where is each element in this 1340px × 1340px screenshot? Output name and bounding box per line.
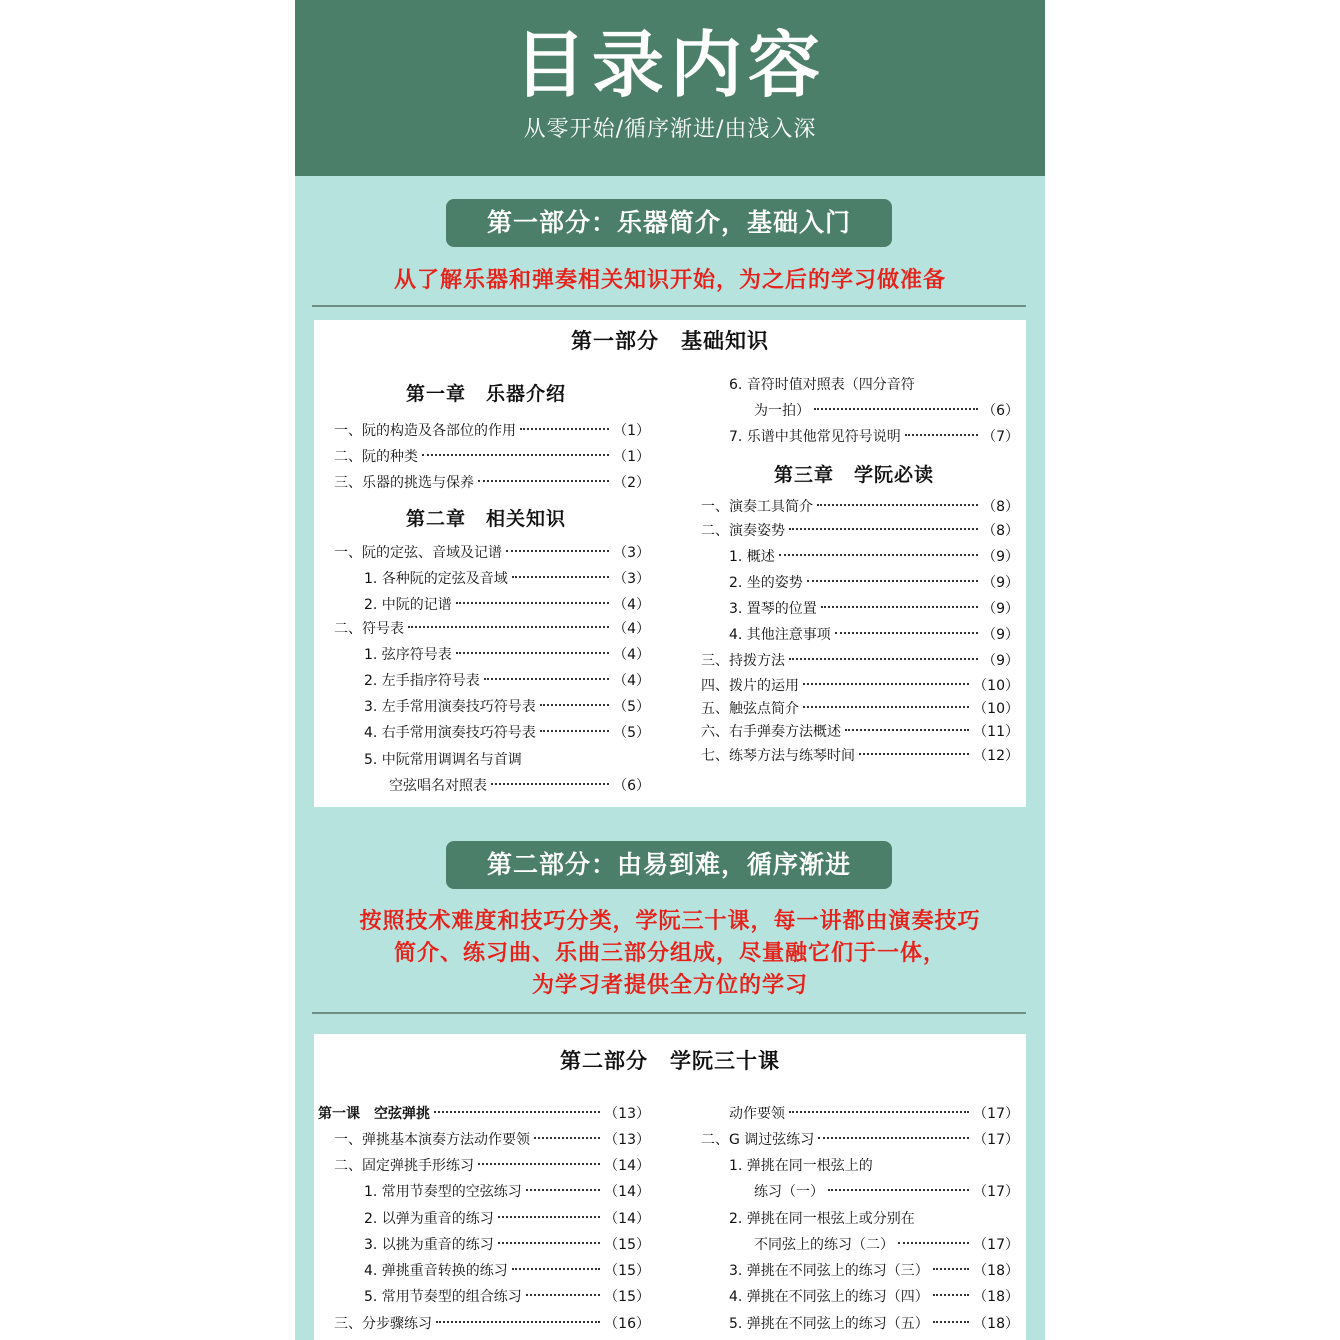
toc-entry-page: （10） (973, 678, 1019, 694)
page-title: 目录内容 (513, 23, 826, 107)
toc-entry-label: 二、G 调过弦练习 (701, 1132, 815, 1148)
toc-entry (334, 1312, 650, 1336)
leader-dots (905, 434, 978, 436)
toc-entry (729, 1259, 1019, 1283)
toc-entry (334, 471, 650, 495)
toc-entry (701, 1128, 1019, 1152)
part2-panel-title: 第二部分 学阮三十课 (560, 1049, 780, 1073)
part2-tagline-line1: 按照技术难度和技巧分类，学阮三十课，每一讲都由演奏技巧 (359, 909, 981, 934)
leader-dots (478, 1163, 600, 1165)
toc-entry (389, 774, 650, 798)
toc-entry-label: 4. 右手常用演奏技巧符号表 (364, 725, 536, 741)
leader-dots (933, 1294, 969, 1296)
leader-dots (434, 1111, 600, 1113)
part1-toc-panel (314, 320, 1026, 807)
toc-entry-label: 4. 弹挑重音转换的练习 (364, 1263, 508, 1279)
toc-entry-page: （7） (982, 429, 1019, 445)
leader-dots (422, 454, 609, 456)
toc-entry (364, 1259, 650, 1283)
toc-entry-label: 1. 概述 (729, 549, 775, 565)
toc-page (295, 0, 1045, 1340)
toc-entry-label: 4. 弹挑在不同弦上的练习（四） (729, 1289, 929, 1305)
toc-entry-label: 二、阮的种类 (334, 449, 418, 465)
part2-banner: 第二部分：由易到难，循序渐进 (446, 841, 892, 889)
toc-entry-page: （3） (613, 545, 650, 561)
leader-dots (803, 683, 969, 685)
leader-dots (803, 706, 969, 708)
part2-tagline-line2: 简介、练习曲、乐曲三部分组成，尽量融它们于一体， (393, 941, 946, 966)
toc-entry-label: 一、演奏工具简介 (701, 499, 813, 515)
toc-entry (729, 1102, 1019, 1126)
toc-entry-page: （13） (604, 1106, 650, 1122)
leader-dots (807, 580, 978, 582)
part1-panel-title: 第一部分 基础知识 (571, 329, 769, 353)
toc-entry-page: （18） (973, 1289, 1019, 1305)
toc-entry-page: （6） (982, 403, 1019, 419)
toc-entry-page: （18） (973, 1316, 1019, 1332)
toc-entry (701, 495, 1019, 519)
toc-entry (334, 445, 650, 469)
leader-dots (408, 626, 609, 628)
toc-entry-page: （9） (982, 601, 1019, 617)
toc-entry-page: （14） (604, 1158, 650, 1174)
leader-dots (789, 1111, 969, 1113)
toc-entry (729, 425, 1019, 449)
toc-entry (701, 649, 1019, 673)
toc-entry-label: 动作要领 (729, 1106, 785, 1122)
leader-dots (789, 658, 978, 660)
toc-entry-label: 5. 中阮常用调调名与首调 (364, 752, 522, 768)
chapter2-title: 第二章 相关知识 (406, 508, 567, 530)
toc-entry-page: （9） (982, 653, 1019, 669)
leader-dots (898, 1242, 969, 1244)
toc-entry-page: （14） (604, 1184, 650, 1200)
toc-entry-page: （1） (613, 449, 650, 465)
leader-dots (534, 1137, 600, 1139)
leader-dots (526, 1294, 600, 1296)
toc-entry-label: 1. 常用节奏型的空弦练习 (364, 1184, 522, 1200)
toc-entry-page: （5） (613, 699, 650, 715)
toc-entry-label: 一、弹挑基本演奏方法动作要领 (334, 1132, 530, 1148)
toc-entry-page: （8） (982, 523, 1019, 539)
toc-entry-page: （9） (982, 627, 1019, 643)
toc-entry-label: 1. 各种阮的定弦及音域 (364, 571, 508, 587)
toc-entry-label: 5. 弹挑在不同弦上的练习（五） (729, 1316, 929, 1332)
toc-entry-label: 2. 以弹为重音的练习 (364, 1211, 494, 1227)
toc-entry (364, 593, 650, 617)
toc-entry-page: （4） (613, 647, 650, 663)
toc-entry-label: 三、持拨方法 (701, 653, 785, 669)
toc-entry-label: 3. 以挑为重音的练习 (364, 1237, 494, 1253)
toc-entry-page: （4） (613, 621, 650, 637)
toc-entry (701, 697, 1019, 721)
toc-entry-page: （15） (604, 1237, 650, 1253)
chapter1-title: 第一章 乐器介绍 (406, 383, 567, 405)
leader-dots (456, 652, 609, 654)
toc-entry-page: （9） (982, 549, 1019, 565)
toc-entry (364, 721, 650, 745)
toc-entry-label: 三、分步骤练习 (334, 1316, 432, 1332)
toc-entry-page: （15） (604, 1289, 650, 1305)
leader-dots (526, 1189, 600, 1191)
toc-entry-label: 6. 音符时值对照表（四分音符 (729, 377, 915, 393)
leader-dots (456, 602, 609, 604)
toc-entry (701, 519, 1019, 543)
toc-entry (754, 399, 1019, 423)
toc-entry (729, 1312, 1019, 1336)
toc-entry (334, 1128, 650, 1152)
toc-entry-label: 六、右手弹奏方法概述 (701, 724, 841, 740)
toc-entry (729, 1285, 1019, 1309)
toc-entry-label: 3. 左手常用演奏技巧符号表 (364, 699, 536, 715)
toc-entry-label: 1. 弦序符号表 (364, 647, 452, 663)
toc-entry (334, 617, 650, 641)
leader-dots (498, 1216, 600, 1218)
toc-entry-label: 四、拨片的运用 (701, 678, 799, 694)
toc-entry-page: （10） (973, 701, 1019, 717)
toc-entry (701, 720, 1019, 744)
toc-entry (729, 571, 1019, 595)
toc-entry-page: （9） (982, 575, 1019, 591)
leader-dots (817, 504, 978, 506)
toc-entry-label: 一、阮的定弦、音域及记谱 (334, 545, 502, 561)
leader-dots (491, 783, 609, 785)
toc-entry-page: （14） (604, 1211, 650, 1227)
leader-dots (859, 753, 969, 755)
leader-dots (520, 428, 609, 430)
leader-dots (498, 1242, 600, 1244)
leader-dots (828, 1189, 969, 1191)
toc-entry-label: 二、演奏姿势 (701, 523, 785, 539)
toc-entry-page: （3） (613, 571, 650, 587)
toc-entry-label: 练习（一） (754, 1184, 824, 1200)
toc-entry-label: 3. 弹挑在不同弦上的练习（三） (729, 1263, 929, 1279)
toc-entry-page: （13） (604, 1132, 650, 1148)
toc-entry-label: 为一拍） (754, 403, 810, 419)
toc-entry (364, 1207, 650, 1231)
toc-entry (364, 567, 650, 591)
leader-dots (779, 554, 978, 556)
leader-dots (478, 480, 609, 482)
toc-entry-label: 七、练琴方法与练琴时间 (701, 748, 855, 764)
part1-banner: 第一部分：乐器简介，基础入门 (446, 199, 892, 247)
leader-dots (789, 528, 978, 530)
toc-entry (334, 1154, 650, 1178)
toc-entry-label: 空弦唱名对照表 (389, 778, 487, 794)
toc-entry-page: （4） (613, 673, 650, 689)
toc-entry (754, 1233, 1019, 1257)
toc-entry (729, 623, 1019, 647)
toc-entry-page: （16） (604, 1316, 650, 1332)
toc-entry-label: 不同弦上的练习（二） (754, 1237, 894, 1253)
toc-entry-page: （15） (604, 1263, 650, 1279)
toc-entry-label: 4. 其他注意事项 (729, 627, 831, 643)
toc-entry-label: 二、固定弹挑手形练习 (334, 1158, 474, 1174)
toc-entry-label: 三、乐器的挑选与保养 (334, 475, 474, 491)
part2-tagline-line3: 为学习者提供全方位的学习 (531, 973, 808, 998)
toc-entry-page: （17） (973, 1184, 1019, 1200)
leader-dots (933, 1321, 969, 1323)
toc-entry (754, 1180, 1019, 1204)
header-banner (295, 0, 1045, 176)
toc-entry-page: （17） (973, 1237, 1019, 1253)
leader-dots (540, 730, 609, 732)
toc-entry (334, 541, 650, 565)
toc-entry-label: 第一课 空弦弹挑 (318, 1106, 430, 1122)
leader-dots (540, 704, 609, 706)
toc-entry (364, 695, 650, 719)
divider (312, 1012, 1026, 1014)
toc-entry-page: （2） (613, 475, 650, 491)
part1-tagline: 从了解乐器和弹奏相关知识开始，为之后的学习做准备 (393, 268, 946, 293)
part2-toc-panel (314, 1034, 1026, 1340)
toc-entry-label: 1. 弹挑在同一根弦上的 (729, 1158, 873, 1174)
toc-entry-page: （4） (613, 597, 650, 613)
toc-entry-page: （11） (973, 724, 1019, 740)
toc-entry-page: （17） (973, 1132, 1019, 1148)
toc-entry-page: （12） (973, 748, 1019, 764)
toc-entry-page: （1） (613, 423, 650, 439)
leader-dots (814, 408, 978, 410)
toc-entry (364, 1233, 650, 1257)
toc-entry-label: 2. 中阮的记谱 (364, 597, 452, 613)
toc-entry-label: 5. 常用节奏型的组合练习 (364, 1289, 522, 1305)
toc-entry (729, 545, 1019, 569)
toc-entry-page: （8） (982, 499, 1019, 515)
toc-entry (701, 674, 1019, 698)
leader-dots (845, 729, 969, 731)
chapter3-title: 第三章 学阮必读 (774, 464, 935, 486)
toc-entry-page: （17） (973, 1106, 1019, 1122)
divider (312, 305, 1026, 307)
leader-dots (436, 1321, 600, 1323)
toc-entry-label: 2. 弹挑在同一根弦上或分别在 (729, 1211, 915, 1227)
toc-entry-label: 2. 左手指序符号表 (364, 673, 480, 689)
toc-entry-page: （18） (973, 1263, 1019, 1279)
toc-entry-page: （5） (613, 725, 650, 741)
toc-entry (364, 669, 650, 693)
toc-entry-label: 2. 坐的姿势 (729, 575, 803, 591)
toc-entry-label: 五、触弦点简介 (701, 701, 799, 717)
toc-entry-label: 一、阮的构造及各部位的作用 (334, 423, 516, 439)
toc-entry (729, 597, 1019, 621)
leader-dots (506, 550, 609, 552)
leader-dots (512, 576, 609, 578)
leader-dots (835, 632, 978, 634)
toc-entry (701, 744, 1019, 768)
toc-entry (364, 643, 650, 667)
toc-entry-label: 二、符号表 (334, 621, 404, 637)
toc-entry-label: 7. 乐谱中其他常见符号说明 (729, 429, 901, 445)
leader-dots (484, 678, 609, 680)
toc-entry (334, 419, 650, 443)
toc-entry (364, 1285, 650, 1309)
leader-dots (933, 1268, 969, 1270)
toc-entry-page: （6） (613, 778, 650, 794)
toc-entry (318, 1102, 650, 1126)
leader-dots (818, 1137, 969, 1139)
toc-entry-label: 3. 置琴的位置 (729, 601, 817, 617)
leader-dots (821, 606, 978, 608)
toc-entry (364, 1180, 650, 1204)
leader-dots (512, 1268, 600, 1270)
page-subtitle: 从零开始/循序渐进/由浅入深 (523, 117, 817, 142)
